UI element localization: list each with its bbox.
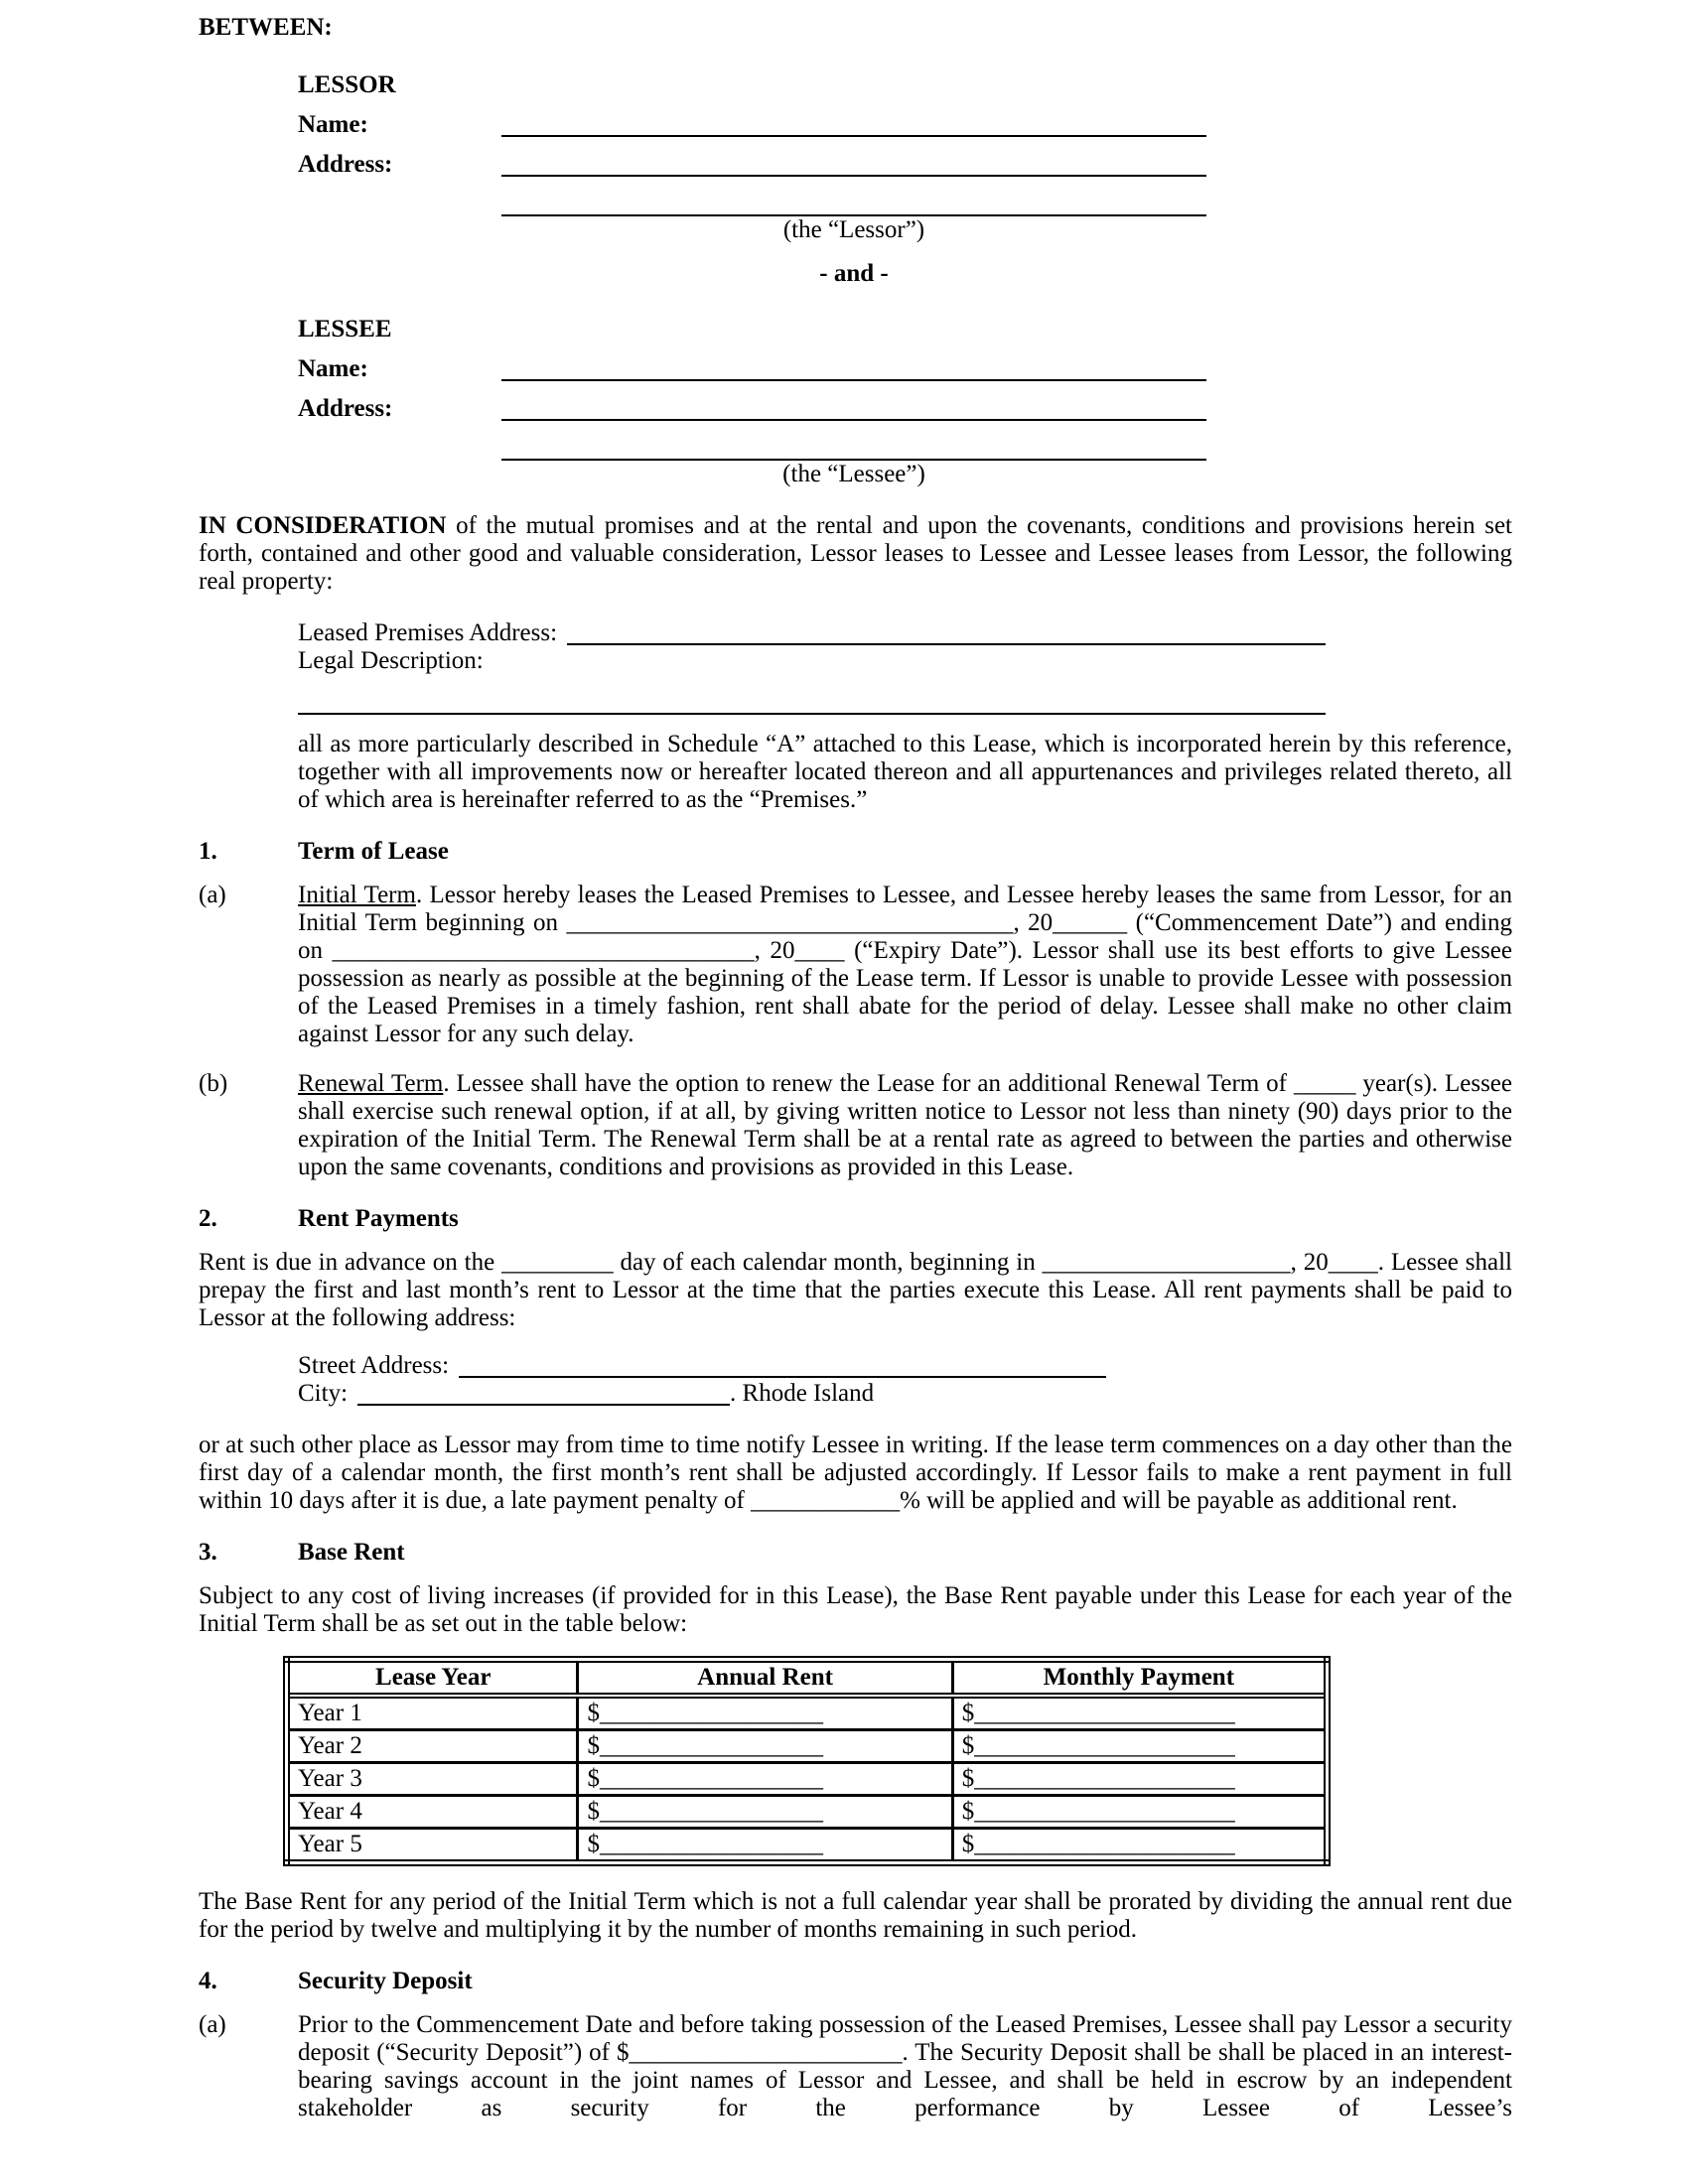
lessee-block (298, 316, 1512, 488)
street-address-label: Street Address: (298, 1352, 450, 1379)
lessor-block (298, 71, 1512, 244)
lessee-address-spacer (298, 435, 501, 461)
clause-1a-lead: Initial Term (298, 882, 416, 908)
cell-year-5: Year 5 (287, 1829, 578, 1863)
clause-4a (199, 2011, 1512, 2122)
leased-premises-address-blank-line (567, 619, 1326, 645)
cell-annual-2: $__________________ (578, 1730, 952, 1763)
cell-year-3: Year 3 (287, 1763, 578, 1796)
section-2-title: Rent Payments (298, 1205, 459, 1232)
city-blank-line (357, 1380, 730, 1406)
consideration-rest: of the mutual promises and at the rental and upon the covenants, conditions and provisions herein set forth, contained and other good and valuable consideration, Lessor leases to Lessee and Lessee leases from Lessor, the following real property: (199, 512, 1512, 595)
cell-monthly-1: $_____________________ (952, 1696, 1327, 1730)
lessor-tag: (the “Lessor”) (782, 216, 925, 243)
clause-1a (199, 882, 1512, 1048)
section-1-number: 1. (199, 838, 217, 865)
lessor-address-row-2 (298, 191, 1512, 216)
clause-1a-rest: . Lessor hereby leases the Leased Premises to Lessee, and Lessee hereby leases the same from Lessor, for an Initial Term beginning on ____________________________________, 20______ (“Commencement Date”) and ending on __________________________________, 20____ (“Expiry Date”). Lessor shall use its best efforts to give Lessee possession as nearly as possible at the beginning of the Lease term. If Lessor is unable to provide Lessee with possession of the Leased Premises in a timely fashion, rent shall abate for the period of delay. Lessee shall make no other claim against Lessor for any such delay. (298, 882, 1512, 1047)
cell-annual-1: $__________________ (578, 1696, 952, 1730)
city-label: City: (298, 1380, 349, 1407)
lessee-name-label: Name: (298, 355, 368, 382)
base-rent-outro-paragraph: The Base Rent for any period of the Initial Term which is not a full calendar year shall be prorated by dividing the annual rent due for the period by twelve and multiplying it by the number of months remaining in such period. (199, 1888, 1512, 1943)
leased-premises-address-row (298, 619, 1326, 647)
lessor-address-row (298, 151, 1512, 179)
table-row-year-1 (287, 1696, 1328, 1730)
cell-monthly-3: $_____________________ (952, 1763, 1327, 1796)
clause-1a-text (298, 882, 1512, 1048)
section-4-title: Security Deposit (298, 1968, 473, 1994)
section-1-title: Term of Lease (298, 838, 449, 865)
section-2-number: 2. (199, 1205, 217, 1232)
lessor-heading: LESSOR (298, 71, 396, 98)
lessee-address-row-2 (298, 435, 1512, 461)
lessee-name-row (298, 355, 1512, 383)
premises-block (298, 619, 1326, 715)
consideration-paragraph (199, 512, 1512, 596)
cell-annual-4: $__________________ (578, 1796, 952, 1829)
lessee-address-row (298, 395, 1512, 423)
table-row-year-5 (287, 1829, 1328, 1863)
cell-year-1: Year 1 (287, 1696, 578, 1730)
section-2-heading (199, 1205, 1512, 1233)
lessor-address-spacer (298, 191, 501, 216)
clause-1b-text (298, 1070, 1512, 1181)
base-rent-table (283, 1656, 1331, 1866)
lessee-address-label: Address: (298, 395, 393, 422)
cell-year-2: Year 2 (287, 1730, 578, 1763)
rent-intro-paragraph: Rent is due in advance on the _________ day of each calendar month, beginning in ____________________, 20____. Lessee shall prepay the first and last month’s rent to Lessor at the time that the parties execute this Lease. All rent payments shall be paid to Lessor at the following address: (199, 1249, 1512, 1331)
lessor-name-blank-line (501, 111, 1206, 137)
clause-1b-rest: . Lessee shall have the option to renew the Lease for an additional Renewal Term of _____ year(s). Lessee shall exercise such renewal option, if at all, by giving written notice to Lessor not less than ninety (90) days prior to the expiration of the Initial Term. The Renewal Term shall be at a rental rate as agreed to between the parties and otherwise upon the same covenants, conditions and provisions as provided in this Lease. (298, 1070, 1513, 1180)
header-monthly-payment: Monthly Payment (952, 1660, 1327, 1697)
base-rent-intro-paragraph: Subject to any cost of living increases (if provided for in this Lease), the Base Rent payable under this Lease for each year of the Initial Term shall be as set out in the table below: (199, 1582, 1512, 1637)
legal-description-label: Legal Description: (298, 647, 484, 674)
cell-monthly-4: $_____________________ (952, 1796, 1327, 1829)
cell-year-4: Year 4 (287, 1796, 578, 1829)
rent-outro-paragraph: or at such other place as Lessor may from time to time notify Lessee in writing. If the lease term commences on a day other than the first day of a calendar month, the first month’s rent shall be adjusted accordingly. If Lessor fails to make a rent payment in full within 10 days after it is due, a late payment penalty of ____________% will be applied and will be payable as additional rent. (199, 1432, 1512, 1514)
lessee-tag: (the “Lessee”) (782, 461, 925, 487)
lessor-address-blank-line-2 (501, 191, 1206, 216)
payment-address-block (298, 1352, 1512, 1408)
clause-4a-text: Prior to the Commencement Date and before taking possession of the Leased Premises, Lessee shall pay Lessor a security deposit (“Security Deposit”) of $______________________. The Security Deposit shall be shall be placed in an interest-bearing savings account in the joint names of Lessor and Lessee, and shall be held in escrow by an independent stakeholder as security for the performance by Lessee of Lessee’s (298, 2011, 1512, 2121)
lessee-heading: LESSEE (298, 316, 392, 342)
header-lease-year: Lease Year (287, 1660, 578, 1697)
lessor-name-label: Name: (298, 111, 368, 138)
legal-description-blank-line (298, 689, 1326, 715)
section-4-number: 4. (199, 1968, 217, 1994)
section-3-title: Base Rent (298, 1539, 405, 1566)
city-row (298, 1380, 1512, 1408)
city-state-suffix: . Rhode Island (730, 1380, 875, 1407)
table-row-year-2 (287, 1730, 1328, 1763)
cell-monthly-5: $_____________________ (952, 1829, 1327, 1863)
lessor-address-label: Address: (298, 151, 393, 178)
section-4-heading (199, 1968, 1512, 1995)
lessee-address-blank-line-2 (501, 435, 1206, 461)
table-header-row (287, 1660, 1328, 1697)
section-3-heading (199, 1539, 1512, 1567)
lessee-name-blank-line (501, 355, 1206, 381)
consideration-lead: IN CONSIDERATION (199, 512, 447, 539)
cell-monthly-2: $_____________________ (952, 1730, 1327, 1763)
lessor-name-row (298, 111, 1512, 139)
clause-1a-marker: (a) (199, 882, 226, 908)
section-1-heading (199, 838, 1512, 866)
header-annual-rent: Annual Rent (578, 1660, 952, 1697)
street-address-blank-line (459, 1352, 1106, 1378)
lessee-address-blank-line-1 (501, 395, 1206, 421)
between-label: BETWEEN: (199, 14, 333, 41)
cell-annual-5: $__________________ (578, 1829, 952, 1863)
lessor-address-blank-line-1 (501, 151, 1206, 177)
street-address-row (298, 1352, 1106, 1380)
and-separator: - and - (819, 260, 889, 287)
clause-1b-marker: (b) (199, 1070, 228, 1097)
clause-1b-lead: Renewal Term (298, 1070, 444, 1097)
clause-1b (199, 1070, 1512, 1181)
section-3-number: 3. (199, 1539, 217, 1566)
leased-premises-address-label: Leased Premises Address: (298, 619, 558, 646)
schedule-note-paragraph: all as more particularly described in Schedule “A” attached to this Lease, which is incorporated herein by this reference, together with all improvements now or hereafter located thereon and all appurtenances and privileges related thereto, all of which area is hereinafter referred to as the “Premises.” (298, 731, 1512, 813)
table-row-year-4 (287, 1796, 1328, 1829)
cell-annual-3: $__________________ (578, 1763, 952, 1796)
table-row-year-3 (287, 1763, 1328, 1796)
clause-4a-marker: (a) (199, 2011, 226, 2038)
